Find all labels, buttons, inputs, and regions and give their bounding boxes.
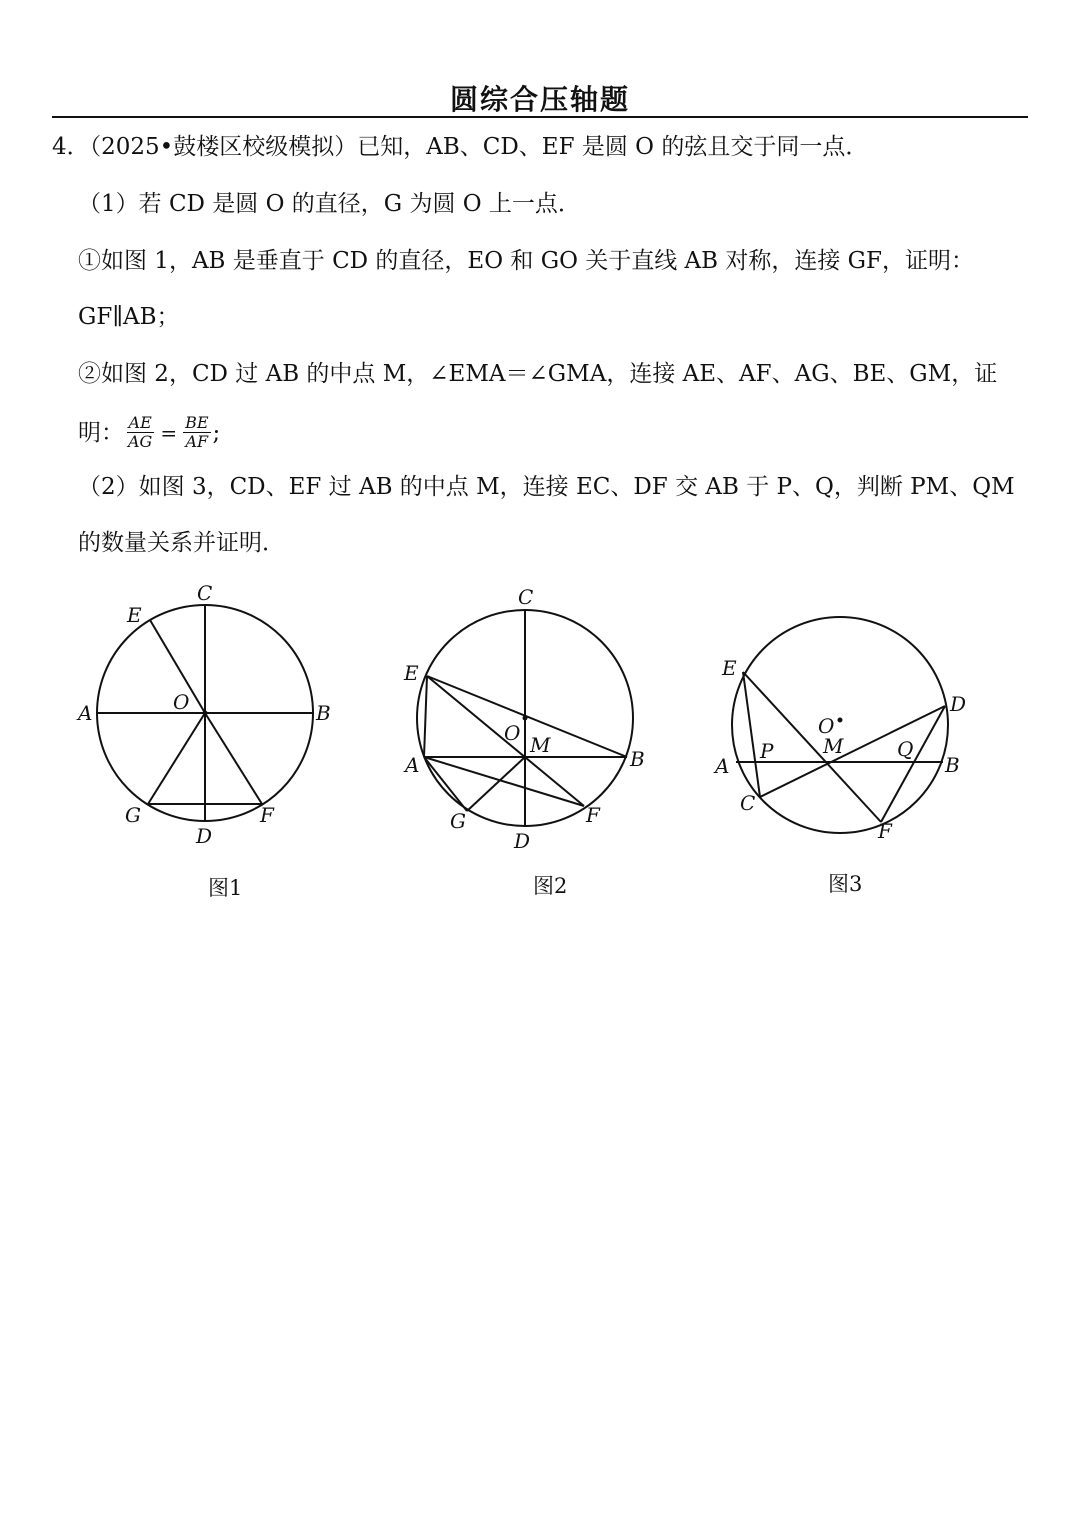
part1-sub1-line2: GF∥AB； — [78, 304, 180, 330]
fig3-label-f: F — [878, 819, 892, 843]
fig3-label-b: B — [945, 753, 960, 777]
fig2-label-f: F — [586, 803, 600, 827]
fig3-circle — [732, 617, 948, 833]
part1-sub2-suffix: ; — [212, 419, 221, 446]
fig2-segment-ag — [424, 757, 467, 811]
fig3-label-c: C — [740, 791, 756, 815]
fig3-label-p: P — [760, 739, 774, 763]
part1-intro: （1）若 CD 是圆 O 的直径，G 为圆 O 上一点． — [78, 191, 581, 217]
part1-sub2-line2 — [78, 414, 220, 451]
fig1-center-dot — [203, 711, 208, 716]
fig2-label-b: B — [630, 747, 645, 771]
fig3-label-o: O — [818, 714, 835, 738]
fig2-label-e: E — [404, 661, 419, 685]
part2-line1: （2）如图 3，CD、EF 过 AB 的中点 M，连接 EC、DF 交 AB 于 P、Q，判断 PM、QM — [78, 474, 1015, 500]
fig1-label-g: G — [125, 803, 141, 827]
figure-3 — [732, 617, 948, 833]
title-underline — [52, 116, 1028, 118]
fraction-be-af — [183, 414, 210, 451]
fraction-ae-ag — [126, 414, 154, 451]
fig1-label-f: F — [260, 803, 274, 827]
equals-sign: = — [160, 420, 178, 445]
fig2-segment-af — [424, 757, 584, 806]
fraction2-numerator: BE — [185, 413, 209, 432]
part1-sub2-prefix: 明： — [78, 419, 124, 446]
fig2-caption: 图2 — [533, 874, 568, 898]
page-title: 圆综合压轴题 — [449, 83, 630, 116]
fig3-center-dot — [838, 718, 843, 723]
fig3-label-a: A — [715, 754, 730, 778]
fig1-segment-of — [205, 713, 262, 804]
fig2-label-m: M — [530, 733, 551, 757]
fig1-label-b: B — [316, 701, 331, 725]
question-stem: 4．（2025•鼓楼区校级模拟）已知，AB、CD、EF 是圆 O 的弦且交于同一点． — [52, 134, 869, 160]
fig2-center-dot — [523, 716, 528, 721]
fig3-label-q: Q — [897, 737, 914, 761]
part2-line2: 的数量关系并证明． — [78, 530, 285, 556]
fig2-label-o: O — [504, 721, 521, 745]
fig1-label-a: A — [78, 701, 93, 725]
fig2-segment-gm — [467, 757, 525, 811]
fig2-segment-ae — [424, 676, 427, 757]
fig1-label-c: C — [197, 581, 213, 605]
figures-area — [0, 560, 1080, 860]
fig2-label-a: A — [405, 753, 420, 777]
fig2-label-g: G — [450, 809, 466, 833]
fraction2-denominator: AF — [185, 432, 209, 451]
fraction1-denominator: AG — [128, 432, 153, 451]
fig1-label-d: D — [196, 824, 213, 848]
fraction1-numerator: AE — [128, 413, 152, 432]
part1-sub2-line1: ②如图 2，CD 过 AB 的中点 M，∠EMA＝∠GMA，连接 AE、AF、AG、BE、GM，证 — [78, 361, 998, 387]
fig1-label-o: O — [173, 690, 190, 714]
fig3-caption: 图3 — [828, 872, 863, 896]
fig3-label-d: D — [950, 692, 967, 716]
fig3-label-e: E — [722, 656, 737, 680]
fig1-label-e: E — [127, 603, 142, 627]
fig2-label-c: C — [518, 585, 534, 609]
fig2-label-d: D — [514, 829, 531, 853]
part1-sub1-line1: ①如图 1，AB 是垂直于 CD 的直径，EO 和 GO 关于直线 AB 对称，连接 GF，证明： — [78, 248, 975, 274]
fig1-segment-og — [148, 713, 205, 804]
fig3-label-m: M — [823, 734, 844, 758]
fig1-caption: 图1 — [208, 876, 243, 900]
